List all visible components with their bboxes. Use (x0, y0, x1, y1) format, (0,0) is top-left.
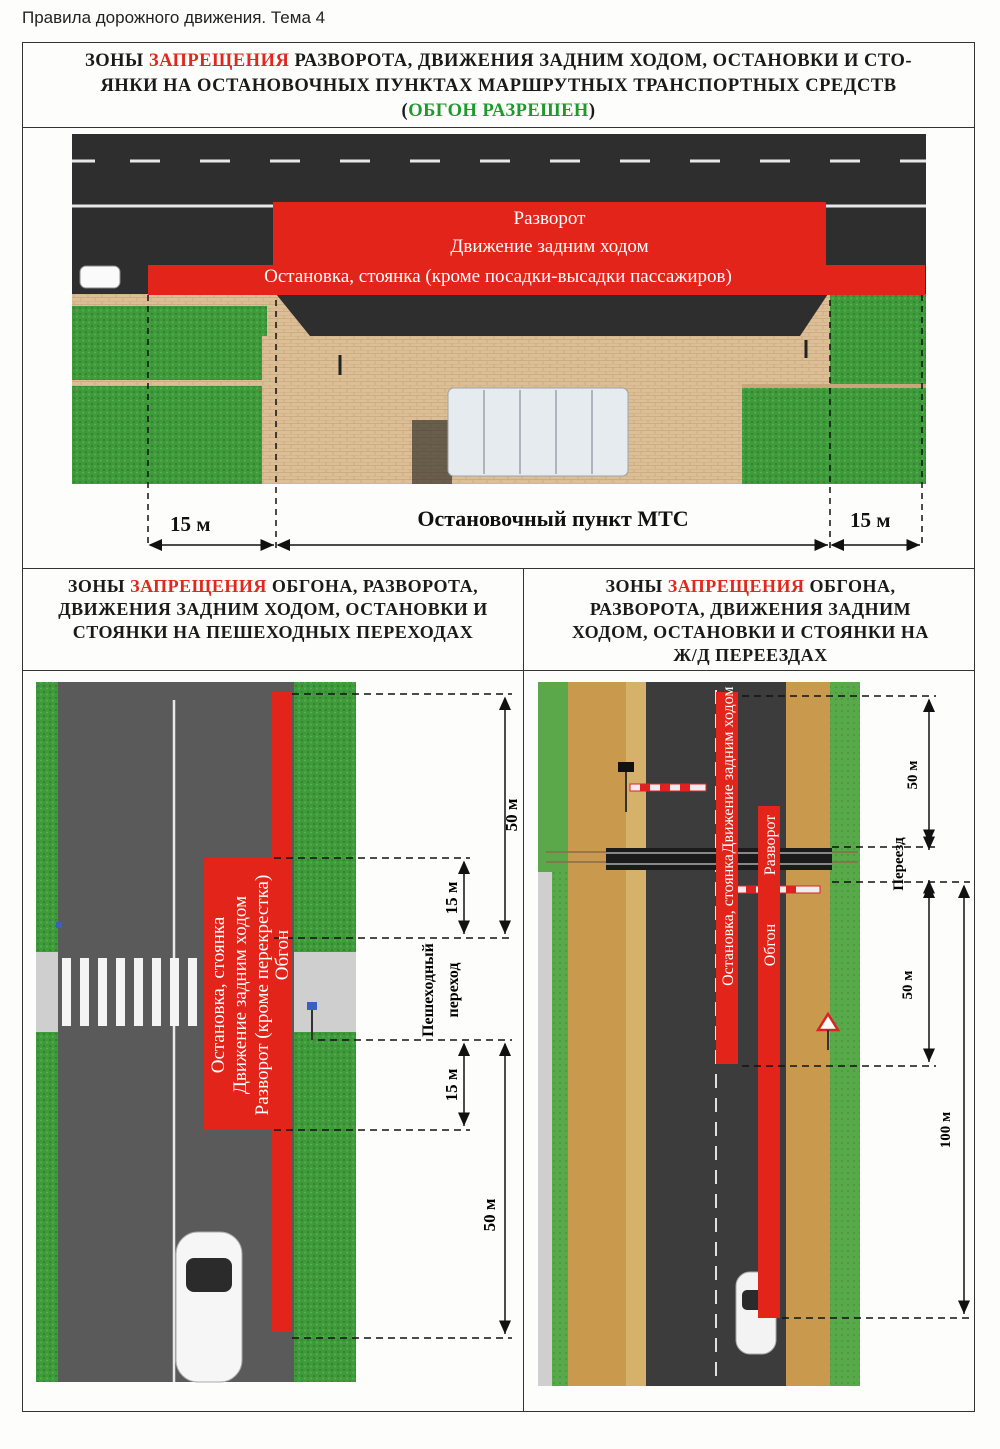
dim-left-label: 15 м (170, 512, 211, 536)
dim-100: 100 м (938, 1111, 954, 1149)
left-title-red: ЗАПРЕЩЕНИЯ (130, 576, 267, 596)
dim-50-bottom: 50 м (480, 1198, 499, 1232)
dim-50-top: 50 м (502, 798, 521, 832)
traffic-light (618, 762, 634, 772)
zone-uturn-overtake (758, 806, 780, 1318)
right-title-text-2: ОБГОНА, (804, 576, 896, 596)
zone-label-uturn: Разворот (кроме перекрестка) (252, 874, 273, 1116)
left-title-text: ЗОНЫ (67, 576, 131, 596)
left-title-line3: СТОЯНКИ НА ПЕШЕХОДНЫХ ПЕРЕХОДАХ (72, 622, 474, 642)
dim-center-label: Остановочный пункт МТС (417, 506, 689, 531)
zone-label-overtake: Обгон (762, 923, 779, 967)
zone-stop-label: Остановка, стоянка (кроме посадки-высадки пассажиров) (264, 266, 732, 287)
paren: ) (588, 101, 596, 121)
right-title-line4: Ж/Д ПЕРЕЕЗДАХ (673, 645, 828, 665)
top-title-line2: ЯНКИ НА ОСТАНОВОЧНЫХ ПУНКТАХ МАРШРУТНЫХ ТРАНСПОРТНЫХ СРЕДСТВ (100, 76, 897, 96)
left-title-line2: ДВИЖЕНИЯ ЗАДНИМ ХОДОМ, ОСТАНОВКИ И (58, 599, 488, 619)
zone-label-overtake: Обгон (272, 929, 293, 981)
right-title-line2: РАЗВОРОТА, ДВИЖЕНИЯ ЗАДНИМ (589, 599, 912, 619)
zone-uturn-label: Разворот (513, 208, 586, 229)
zone-label-stop: Остановка, стоянка (208, 916, 229, 1074)
dim-50-bottom: 50 м (900, 970, 916, 1000)
zone-label-stop: Остановка, стоянка (720, 854, 737, 986)
top-title-text: ЗОНЫ (84, 51, 149, 71)
paren: ( (401, 101, 409, 121)
dim-crossing: Переезд (891, 837, 907, 891)
zone-reverse-label: Движение задним ходом (450, 236, 649, 257)
page-header: Правила дорожного движения. Тема 4 (22, 8, 326, 27)
right-title-line3: ХОДОМ, ОСТАНОВКИ И СТОЯНКИ НА (572, 622, 929, 642)
dim-50-top: 50 м (905, 760, 921, 790)
left-title-text-2: ОБГОНА, РАЗВОРОТА, (266, 576, 479, 596)
top-title-red: ЗАПРЕЩЕНИЯ (148, 51, 290, 71)
top-title-green: ОБГОН РАЗРЕШЕН (408, 101, 589, 121)
crossing-label-1: Пешеходный (420, 943, 437, 1037)
dim-right-label: 15 м (850, 508, 891, 532)
zone-label-uturn: Разворот (762, 814, 779, 876)
top-title-text-2: РАЗВОРОТА, ДВИЖЕНИЯ ЗАДНИМ ХОДОМ, ОСТАНОВКИ И СТО- (289, 51, 913, 71)
right-title-red: ЗАПРЕЩЕНИЯ (667, 576, 805, 596)
zone-label-reverse: Движение задним ходом (720, 686, 737, 854)
crossing-label-2: переход (445, 962, 462, 1018)
dim-15-bottom: 15 м (442, 1068, 461, 1102)
zone-label-reverse: Движение задним ходом (230, 895, 251, 1095)
right-title-text: ЗОНЫ (605, 576, 668, 596)
dimension-arrows (929, 700, 964, 1314)
dim-15-top: 15 м (442, 881, 461, 915)
